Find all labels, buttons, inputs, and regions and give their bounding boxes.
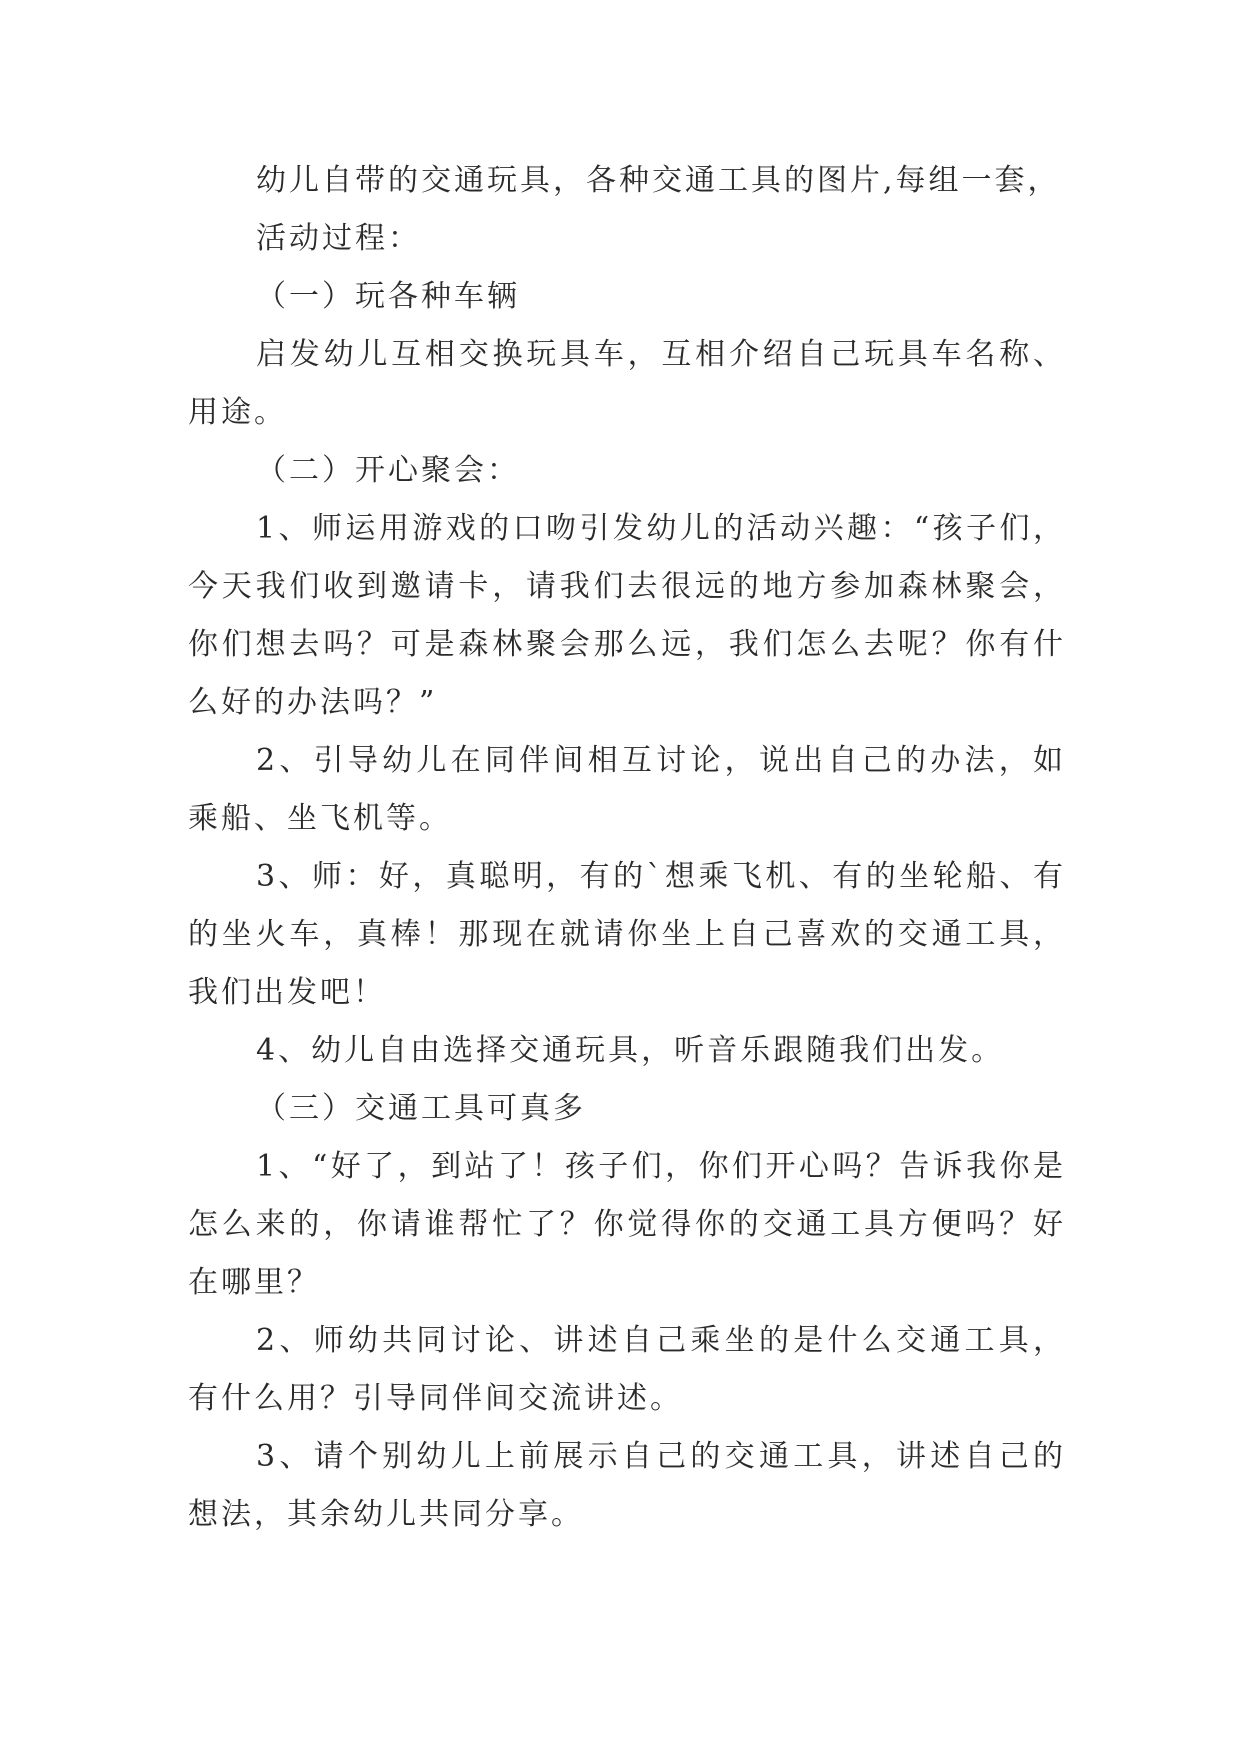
section-two-step-2: 2、引导幼儿在同伴间相互讨论，说出自己的办法，如乘船、坐飞机等。 <box>188 743 1066 836</box>
section-three-step-1: 1、“好了，到站了！孩子们，你们开心吗？告诉我你是怎么来的，你请谁帮忙了？你觉得你的交通工具方便吗？好在哪里？ <box>188 1149 1066 1300</box>
section-two-step-4: 4、幼儿自由选择交通玩具，听音乐跟随我们出发。 <box>256 1033 1005 1068</box>
section-three-step-3: 3、请个别幼儿上前展示自己的交通工具，讲述自己的想法，其余幼儿共同分享。 <box>188 1439 1066 1532</box>
section-three-step-2: 2、师幼共同讨论、讲述自己乘坐的是什么交通工具，有什么用？引导同伴间交流讲述。 <box>188 1323 1066 1416</box>
activity-process-heading: 活动过程： <box>256 221 421 256</box>
section-one-heading: （一）玩各种车辆 <box>256 279 520 314</box>
section-two-heading: （二）开心聚会： <box>256 453 520 488</box>
section-two-step-3: 3、师：好，真聪明，有的`想乘飞机、有的坐轮船、有的坐火车，真棒！那现在就请你坐上自己喜欢的交通工具，我们出发吧！ <box>188 859 1066 1010</box>
document-body <box>188 152 1066 1544</box>
section-two-step-1: 1、师运用游戏的口吻引发幼儿的活动兴趣：“孩子们，今天我们收到邀请卡，请我们去很远的地方参加森林聚会，你们想去吗？可是森林聚会那么远，我们怎么去呢？你有什么好的办法吗？” <box>188 511 1066 720</box>
section-three-heading: （三）交通工具可真多 <box>256 1091 586 1126</box>
section-one-paragraph: 启发幼儿互相交换玩具车，互相介绍自己玩具车名称、用途。 <box>188 337 1066 430</box>
materials-paragraph: 幼儿自带的交通玩具，各种交通工具的图片,每组一套， <box>256 163 1061 198</box>
